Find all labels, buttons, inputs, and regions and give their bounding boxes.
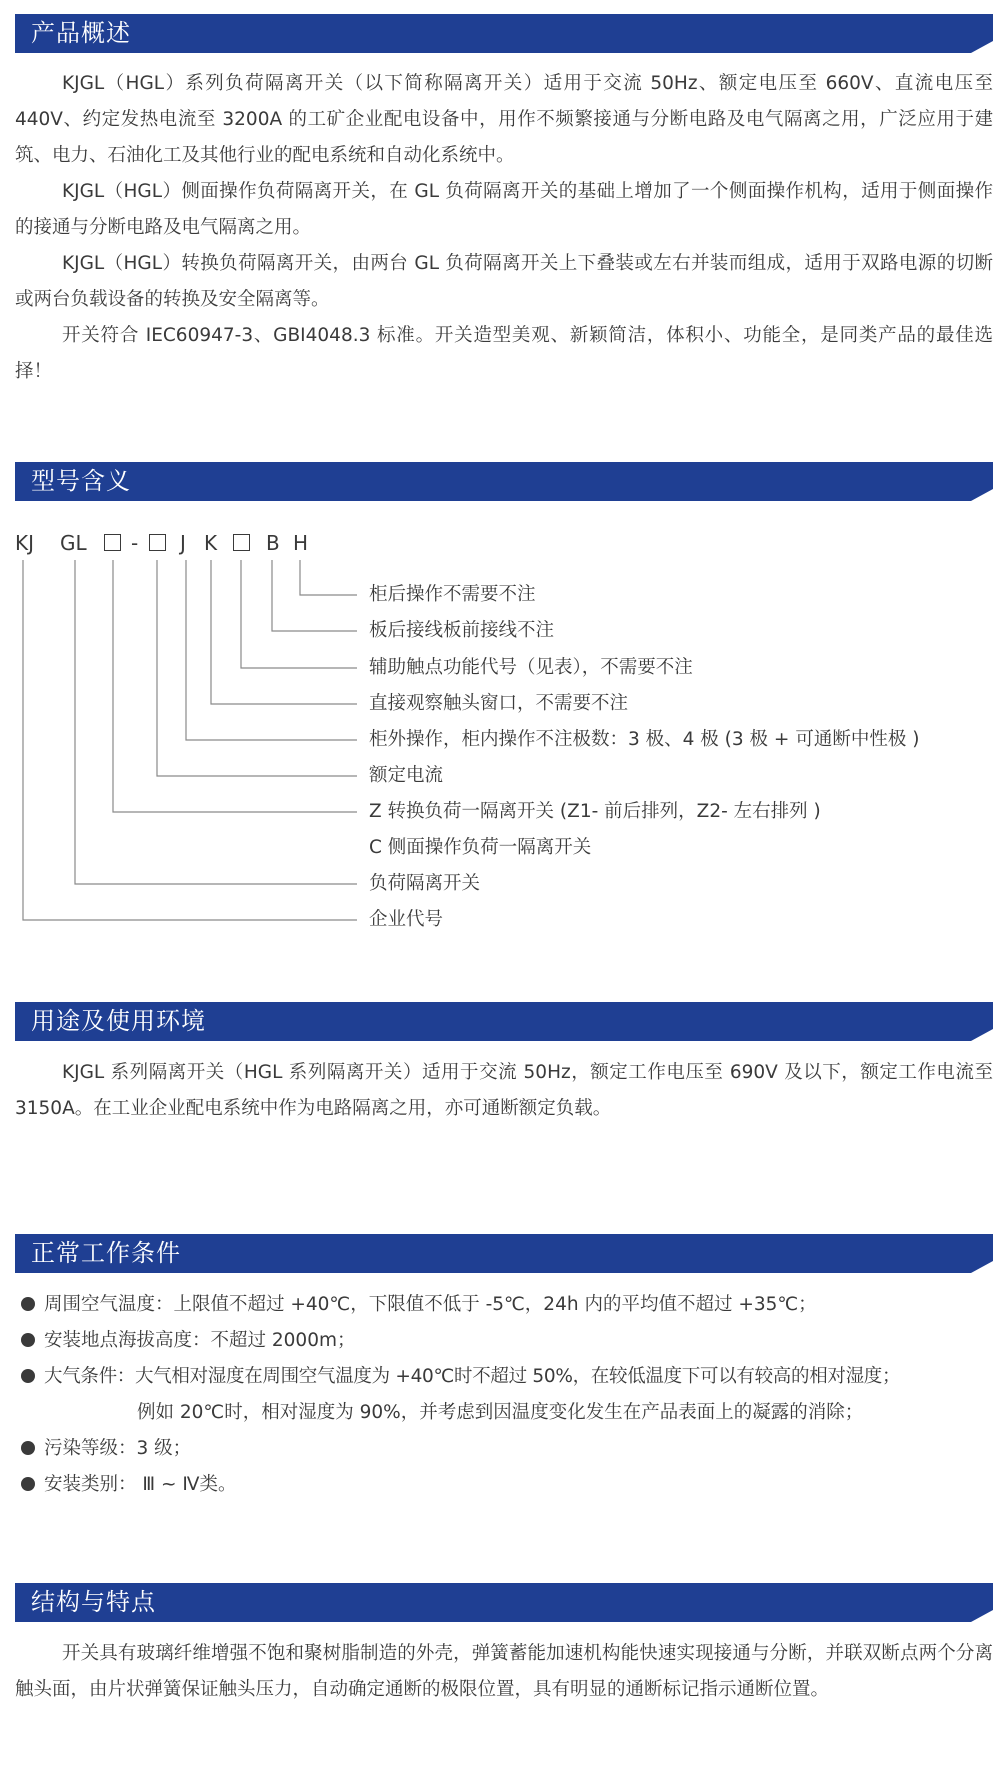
model-item-label: 企业代号 [369,909,444,930]
code-j: J [180,531,186,555]
bullet-dot-icon [21,1333,35,1347]
code-gl: GL [60,531,87,555]
structure-paragraph: 开关具有玻璃纤维增强不饱和聚树脂制造的外壳，弹簧蓄能加速机构能快速实现接通与分断，并联双断点两个分离触头面，由片状弹簧保证触头压力，自动确定通断的极限位置，具有明显的通断标记指示通断位置。 [15,1643,993,1700]
section-title: 型号含义 [31,467,131,495]
model-item-label: 柜外操作，柜内操作不注极数：3 极、4 极 (3 极 + 可通断中性极 ) [369,729,920,750]
model-item-label: 额定电流 [369,765,444,786]
model-item-label: 辅助触点功能代号（见表），不需要不注 [369,657,693,678]
condition-item [15,1323,1000,1359]
model-item-label: 负荷隔离开关 [369,873,481,894]
condition-item [15,1467,1000,1503]
section-header-usage [15,1002,993,1041]
condition-text: 安装类别： Ⅲ ~ Ⅳ类。 [44,1474,237,1495]
code-b: B [266,531,280,555]
usage-paragraph: KJGL 系列隔离开关（HGL 系列隔离开关）适用于交流 50Hz，额定工作电压至 690V 及以下，额定工作电流至 3150A。在工业企业配电系统中作为电路隔离之用，亦可通断额定负载。 [15,1062,993,1119]
tree-line-gl [75,560,357,884]
condition-continuation: 例如 20℃时，相对湿度为 90%，并考虑到因温度变化发生在产品表面上的凝露的消除； [137,1402,864,1423]
condition-text: 安装地点海拔高度：不超过 2000m； [44,1330,356,1351]
tree-line-h [300,560,357,595]
header-corner-notch [971,1261,993,1273]
condition-text: 大气条件：大气相对湿度在周围空气温度为 +40℃时不超过 50%，在较低温度下可以有较高的相对湿度； [44,1366,901,1387]
section-title: 产品概述 [31,19,131,47]
bullet-dot-icon [21,1297,35,1311]
condition-text: 污染等级：3 级； [44,1438,192,1459]
model-item-label: 直接观察触头窗口，不需要不注 [369,693,629,714]
overview-paragraph-2: KJGL（HGL）侧面操作负荷隔离开关，在 GL 负荷隔离开关的基础上增加了一个侧面操作机构，适用于侧面操作的接通与分断电路及电气隔离之用。 [15,181,993,238]
condition-item [15,1287,1000,1323]
bullet-dot-icon [21,1477,35,1491]
model-item-label: 柜后操作不需要不注 [369,584,536,605]
header-corner-notch [971,1610,993,1622]
tree-line-box1 [113,560,357,812]
section-header-structure [15,1583,993,1622]
model-item-label: C 侧面操作负荷一隔离开关 [369,837,592,858]
header-corner-notch [971,1029,993,1041]
bullet-dot-icon [21,1369,35,1383]
code-kj: KJ [15,531,35,555]
code-k: K [204,531,218,555]
overview-paragraph-4: 开关符合 IEC60947-3、GBI4048.3 标准。开关造型美观、新颖简洁，体积小、功能全，是同类产品的最佳选择！ [15,325,993,382]
bullet-dot-icon [21,1441,35,1455]
condition-item [15,1431,1000,1467]
section-title: 结构与特点 [31,1588,156,1616]
code-dash: - [131,531,139,555]
overview-paragraph-3: KJGL（HGL）转换负荷隔离开关，由两台 GL 负荷隔离开关上下叠装或左右并装而组成，适用于双路电源的切断或两台负载设备的转换及安全隔离等。 [15,253,993,310]
model-item-label: Z 转换负荷一隔离开关 (Z1- 前后排列，Z2- 左右排列 ) [369,801,821,822]
tree-line-box3 [241,560,357,668]
code-h: H [293,531,309,555]
condition-item [15,1359,1000,1395]
overview-paragraph-1: KJGL（HGL）系列负荷隔离开关（以下简称隔离开关）适用于交流 50Hz、额定电压至 660V、直流电压至 440V、约定发热电流至 3200A 的工矿企业配电设备中，用作不频繁接通与分断电路及电气隔离之用，广泛应用于建筑、电力、石油化工及其他行业的配电系统和自动化系统中。 [15,73,993,166]
section-title: 正常工作条件 [31,1239,181,1267]
condition-text: 周围空气温度：上限值不超过 +40℃，下限值不低于 -5℃，24h 内的平均值不超过 +35℃； [44,1294,817,1315]
section-header-conditions [15,1234,993,1273]
model-item-label: 板后接线板前接线不注 [369,620,555,641]
tree-line-k [211,560,357,704]
section-title: 用途及使用环境 [31,1007,206,1035]
